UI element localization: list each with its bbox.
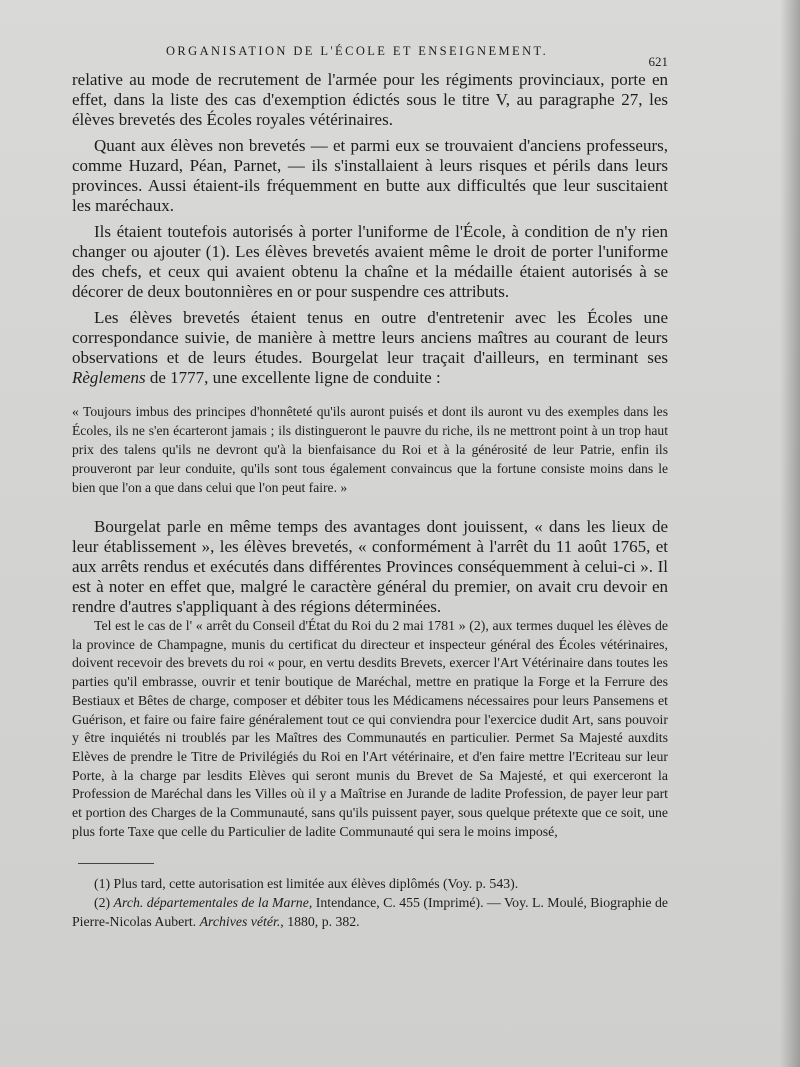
page-content: [72, 40, 668, 931]
running-head: ORGANISATION DE L'ÉCOLE ET ENSEIGNEMENT.: [166, 44, 549, 58]
footnote-2-end: , 1880, p. 382.: [280, 914, 360, 930]
footnote-2-italic-2: Archives vétér.: [199, 914, 281, 930]
page-header: [72, 40, 668, 70]
page-edge-shadow: [780, 0, 800, 1067]
footnote-1: (1) Plus tard, cette autorisation est limitée aux élèves diplômés (Voy. p. 543).: [94, 876, 519, 892]
paragraph-4-italic: Règlemens: [72, 368, 146, 387]
footnote-2: [72, 893, 668, 931]
page-number: 621: [648, 54, 668, 69]
footnote-2-text: , Intendance, C. 455 (Imprimé). — Voy. L. Moulé, Biographie de Pierre-Nicolas Aubert.: [72, 895, 669, 930]
footnotes: [72, 874, 668, 931]
paragraph-6: Tel est le cas de l' « arrêt du Conseil d'État du Roi du 2 mai 1781 » (2), aux termes duquel les élèves de la province de Champagne, munis du certificat du directeur et inspecteur général des Écoles vétérinaires, doivent recevoir des brevets du roi « pour, en vertu desdits Brevets, exercer l'Art Vétérinaire dans toutes les parties qu'il embrasse, ouvrir et tenir boutique de Maréchal, mettre en pratique la Forge et la Ferrure des Bestiaux et Bêtes de charge, composer et débiter tous les Médicamens nécessaires pour leurs Pansemens et Guérison, et faire ou faire faire généralement tout ce qui conviendra pour l'exercice dudit Art, sans pouvoir y être inquiétés ni troublés par les Maîtres des Communautés en particulier. Permet Sa Majesté auxdits Elèves de prendre le Titre de Privilégiés du Roi en l'Art vétérinaire, et d'en faire mettre l'Ecriteau sur leur Porte, à la charge par lesdits Elèves qui seront munis du Brevet de Sa Majesté, et qui exerceront la Profession de Maréchal dans les Villes où il y a Maîtrise en Jurande de ladite Profession, de payer leur part et portion des Charges de la Communauté, sans qu'ils puissent payer, sous quelque prétexte que ce soit, une plus forte Taxe que celle du Particulier de ladite Communauté qui sera le moins imposé,: [72, 618, 668, 839]
footnote-divider: [78, 863, 154, 864]
quotation-block: « Toujours imbus des principes d'honnêteté qu'ils auront puisés et dont ils auront vu des exemples dans les Écoles, ils ne s'en écarteront jamais ; ils distingueront le pauvre du riche, ils ne mettront point à un trop haut prix des talens qu'ils ne devront qu'à la bienfaisance du Roi et à la générosité de leur Patrie, enfin ils prouveront par leur conduite, qu'ils sont tous également convaincus que la fortune consiste moins dans le bien que l'on a que dans celui que l'on peut faire. »: [72, 404, 668, 495]
paragraph-4: [72, 308, 668, 388]
paragraph-3: Ils étaient toutefois autorisés à porter l'uniforme de l'École, à condition de n'y rien changer ou ajouter (1). Les élèves brevetés avaient même le droit de porter l'uniforme des chefs, et ceux qui avaient obtenu la chaîne et la médaille étaient autorisés à se décorer de deux boutonnières en or pour suspendre ces attributs.: [72, 222, 668, 301]
paragraph-4-text-b: de 1777, une excellente ligne de conduite :: [145, 368, 441, 387]
paragraph-1: relative au mode de recrutement de l'armée pour les régiments provinciaux, porte en effet, dans la liste des cas d'exemption édictés sous le titre V, au paragraphe 27, les élèves brevetés des Écoles royales vétérinaires.: [72, 70, 668, 129]
footnote-2-italic: Arch. départementales de la Marne: [113, 895, 309, 911]
paragraph-5: Bourgelat parle en même temps des avantages dont jouissent, « dans les lieux de leur établissement », les élèves brevetés, « conformément à l'arrêt du 11 août 1765, et aux arrêts rendus et exécutés dans différentes Provinces conséquemment à celui-ci ». Il est à noter en effet que, malgré le caractère général du premier, on avait cru devoir en rendre d'autres s'appliquant à des régions déterminées.: [72, 517, 668, 616]
paragraph-2: Quant aux élèves non brevetés — et parmi eux se trouvaient d'anciens professeurs, comme Huzard, Péan, Parnet, — ils s'installaient à leurs risques et périls dans leurs provinces. Aussi étaient-ils fréquemment en butte aux difficultés que leur suscitaient les maréchaux.: [72, 136, 668, 215]
footnote-2-mark: (2): [94, 895, 114, 911]
paragraph-4-text-a: Les élèves brevetés étaient tenus en outre d'entretenir avec les Écoles une correspondance suivie, de manière à mettre leurs anciens maîtres au courant de leurs observations et de leurs études. Bourgelat leur traçait d'ailleurs, en terminant ses: [72, 308, 668, 367]
